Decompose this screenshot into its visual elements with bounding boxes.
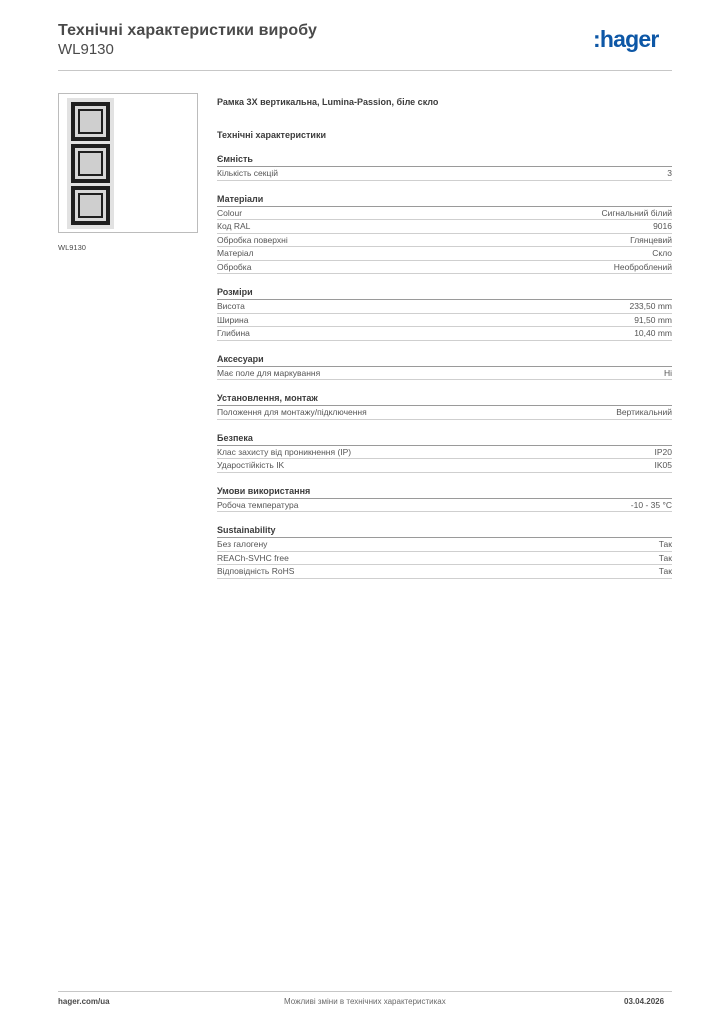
spec-label: Без галогену xyxy=(217,539,268,550)
spec-section xyxy=(217,154,672,181)
spec-value: Глянцевий xyxy=(630,234,672,245)
spec-sections xyxy=(217,154,672,579)
spec-row xyxy=(217,459,672,473)
spec-value: IK05 xyxy=(654,460,672,471)
section-title: Установлення, монтаж xyxy=(217,393,672,406)
spec-label: Код RAL xyxy=(217,221,251,232)
frame-cell-3 xyxy=(71,186,110,225)
spec-value: Так xyxy=(658,539,672,550)
spec-row xyxy=(217,207,672,221)
section-title: Sustainability xyxy=(217,525,672,538)
spec-label: Ширина xyxy=(217,314,249,325)
spec-row xyxy=(217,327,672,341)
image-caption: WL9130 xyxy=(58,243,86,252)
spec-value: 233,50 mm xyxy=(629,301,672,312)
frame-cell-1 xyxy=(71,102,110,141)
spec-section xyxy=(217,525,672,579)
spec-value: Сигнальний білий xyxy=(601,207,672,218)
section-title: Умови використання xyxy=(217,486,672,499)
footer-website: hager.com/ua xyxy=(58,997,110,1006)
page-title: Технічні характеристики виробу xyxy=(58,22,317,39)
spec-label: Обробка xyxy=(217,261,252,272)
spec-heading: Технічні характеристики xyxy=(217,130,326,140)
spec-section xyxy=(217,393,672,420)
spec-label: Клас захисту від проникнення (IP) xyxy=(217,446,352,457)
frame-illustration xyxy=(67,98,114,229)
spec-value: IP20 xyxy=(654,446,672,457)
spec-row xyxy=(217,406,672,420)
spec-section xyxy=(217,433,672,473)
spec-row xyxy=(217,499,672,513)
product-code: WL9130 xyxy=(58,41,114,58)
spec-label: Обробка поверхні xyxy=(217,234,288,245)
header-divider xyxy=(58,70,672,71)
spec-value: Так xyxy=(658,566,672,577)
spec-row xyxy=(217,261,672,275)
spec-value: -10 - 35 °C xyxy=(630,499,672,510)
spec-value: 3 xyxy=(667,168,672,179)
spec-section xyxy=(217,354,672,381)
spec-row xyxy=(217,446,672,460)
spec-row xyxy=(217,314,672,328)
hager-logo: :hager xyxy=(593,26,659,52)
product-image xyxy=(58,93,198,233)
section-title: Аксесуари xyxy=(217,354,672,367)
spec-row xyxy=(217,565,672,579)
spec-section xyxy=(217,287,672,341)
spec-label: Colour xyxy=(217,207,243,218)
spec-row xyxy=(217,552,672,566)
spec-row xyxy=(217,538,672,552)
spec-label: Матеріал xyxy=(217,248,254,259)
spec-section xyxy=(217,486,672,513)
section-title: Безпека xyxy=(217,433,672,446)
spec-value: Ні xyxy=(663,367,672,378)
spec-label: Глибина xyxy=(217,328,250,339)
spec-row xyxy=(217,367,672,381)
footer-notice: Можливі зміни в технічних характеристиках xyxy=(284,997,446,1006)
spec-value: Скло xyxy=(652,248,672,259)
spec-row xyxy=(217,300,672,314)
footer-divider xyxy=(58,991,672,992)
section-title: Матеріали xyxy=(217,194,672,207)
spec-label: Відповідність RoHS xyxy=(217,566,295,577)
product-name: Рамка 3X вертикальна, Lumina-Passion, біле скло xyxy=(217,97,439,107)
spec-label: Положення для монтажу/підключення xyxy=(217,407,367,418)
spec-value: 10,40 mm xyxy=(634,328,672,339)
spec-value: 9016 xyxy=(653,221,672,232)
spec-section xyxy=(217,194,672,275)
spec-value: Так xyxy=(658,552,672,563)
section-title: Ємність xyxy=(217,154,672,167)
spec-value: Вертикальний xyxy=(616,407,672,418)
spec-row xyxy=(217,247,672,261)
spec-label: Кількість секцій xyxy=(217,168,278,179)
spec-label: Робоча температура xyxy=(217,499,299,510)
spec-label: REACh-SVHC free xyxy=(217,552,289,563)
spec-content xyxy=(217,96,672,579)
spec-row xyxy=(217,234,672,248)
spec-label: Має поле для маркування xyxy=(217,367,321,378)
spec-row xyxy=(217,220,672,234)
section-title: Розміри xyxy=(217,287,672,300)
frame-cell-2 xyxy=(71,144,110,183)
spec-label: Ударостійкість IK xyxy=(217,460,285,471)
spec-row xyxy=(217,167,672,181)
spec-value: 91,50 mm xyxy=(634,314,672,325)
spec-value: Необроблений xyxy=(613,261,672,272)
spec-label: Висота xyxy=(217,301,245,312)
footer-date: 03.04.2026 xyxy=(624,997,665,1006)
